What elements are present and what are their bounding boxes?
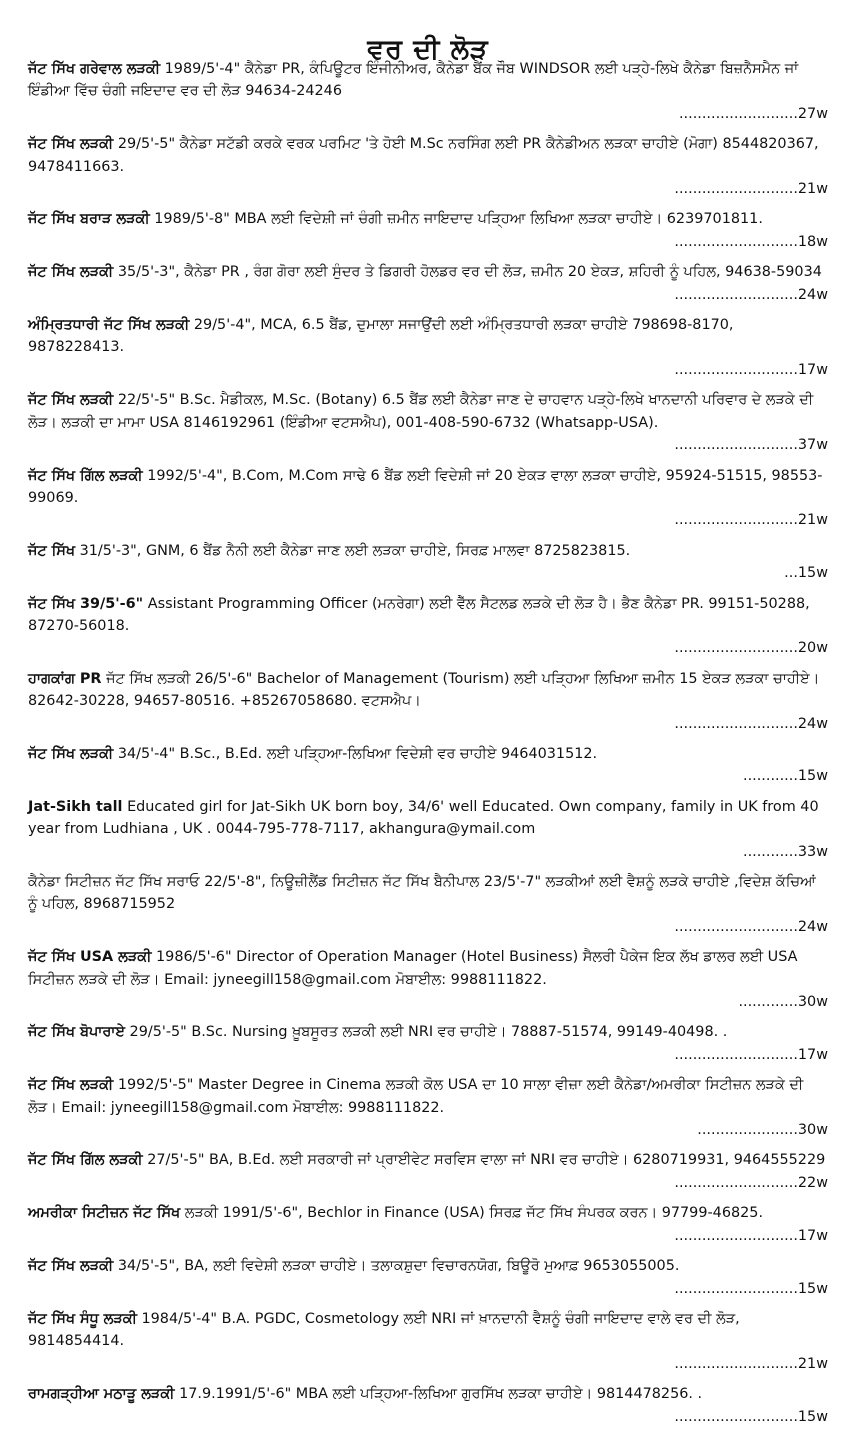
matrimonial-ad <box>28 1308 828 1375</box>
ad-leader-dots: ........................... <box>674 640 798 657</box>
ad-lead-text: ਹਾਗਕਾਂਗ PR <box>28 670 102 687</box>
ad-body-text: ਲੜਕੀ 1991/5'-6", Bechlor in Finance (USA) ਸਿਰਫ਼ ਜੱਟ ਸਿੱਖ ਸੰਪਰਕ ਕਰਨ। 97799-46825. <box>184 1205 764 1222</box>
ad-footer <box>28 509 828 531</box>
ad-body-text: 1986/5'-6" Director of Operation Manager (Hotel Business) ਸੈਲਰੀ ਪੈਕੇਜ ਇਕ ਲੱਖ ਡਾਲਰ ਲਈ USA ਸਿਟੀਜ਼ਨ ਲੜਕੇ ਦੀ ਲੋੜ। Email: jyneegill158@gmail.com ਮੋਬਾਈਲ: 9988111822. <box>28 949 798 988</box>
ad-lead-text: ਜੱਟ ਸਿੱਖ ਲੜਕੀ <box>28 1258 114 1275</box>
ad-footer <box>28 916 828 938</box>
ad-leader-dots: ........................... <box>674 715 798 732</box>
ad-leader-dots: .......................... <box>678 105 798 122</box>
ad-body-text: 22/5'-5" B.Sc. ਮੈਡੀਕਲ, M.Sc. (Botany) 6.5 ਬੈਂਡ ਲਈ ਕੈਨੇਡਾ ਜਾਣ ਦੇ ਚਾਹਵਾਨ ਪੜ੍ਹੇ-ਲਿਖੇ ਖਾਨਦਾਨੀ ਪਰਿਵਾਰ ਦੇ ਲੜਕੇ ਦੀ ਲੋੜ। ਲੜਕੀ ਦਾ ਮਾਮਾ USA 8146192961 (ਇੰਡੀਆ ਵਟਸਐਪ), 001-408-590-6732 (Whatsapp-USA). <box>28 392 814 431</box>
ad-footer <box>28 1278 828 1300</box>
ad-word-count: 37w <box>797 437 828 454</box>
ad-lead-text: ਜੱਟ ਸਿੱਖ ਗਿੱਲ ਲੜਕੀ <box>28 1152 143 1169</box>
ad-body-text: 29/5'-5" ਕੈਨੇਡਾ ਸਟੱਡੀ ਕਰਕੇ ਵਰਕ ਪਰਮਿਟ 'ਤੇ ਹੋਈ M.Sc ਨਰਸਿੰਗ ਲਈ PR ਕੈਨੇਡੀਅਨ ਲੜਕਾ ਚਾਹੀਏ (ਮੋਗਾ) 8544820367, 9478411663. <box>28 136 819 175</box>
ad-word-count: 15w <box>797 1408 828 1425</box>
ad-footer <box>28 1406 828 1428</box>
ad-body-text: 1992/5'-4", B.Com, M.Com ਸਾਢੇ 6 ਬੈਂਡ ਲਈ ਵਿਦੇਸ਼ੀ ਜਾਂ 20 ਏਕੜ ਵਾਲਾ ਲੜਕਾ ਚਾਹੀਏ, 95924-51515, 98553-99069. <box>28 467 823 506</box>
ad-footer <box>28 1225 828 1247</box>
ad-footer <box>28 1353 828 1375</box>
ad-word-count: 15w <box>797 768 828 785</box>
ad-leader-dots: ........................... <box>674 1227 798 1244</box>
ad-body-text: 35/5'-3", ਕੈਨੇਡਾ PR , ਰੰਗ ਗੋਰਾ ਲਈ ਸੁੰਦਰ ਤੇ ਡਿਗਰੀ ਹੋਲਡਰ ਵਰ ਦੀ ਲੋੜ, ਜ਼ਮੀਨ 20 ਏਕੜ, ਸ਼ਹਿਰੀ ਨੂੰ ਪਹਿਲ, 94638-59034 <box>117 264 822 281</box>
ad-lead-text: ਜੱਟ ਸਿੱਖ ਬਰਾੜ ਲੜਕੀ <box>28 211 150 228</box>
matrimonial-ad <box>28 1202 828 1247</box>
ad-word-count: 24w <box>797 286 828 303</box>
ad-footer <box>28 284 828 306</box>
ad-word-count: 21w <box>797 1355 828 1372</box>
ad-word-count: 15w <box>797 1280 828 1297</box>
ad-leader-dots: ............ <box>743 768 798 785</box>
ad-footer <box>28 178 828 200</box>
ads-list <box>28 58 828 1428</box>
ad-lead-text: ਅੰਮ੍ਰਿਤਧਾਰੀ ਜੱਟ ਸਿੱਖ ਲੜਕੀ <box>28 317 190 334</box>
ad-word-count: 20w <box>797 640 828 657</box>
ad-word-count: 30w <box>797 994 828 1011</box>
ad-word-count: 27w <box>797 105 828 122</box>
ad-body-text: 27/5'-5" BA, B.Ed. ਲਈ ਸਰਕਾਰੀ ਜਾਂ ਪ੍ਰਾਈਵੇਟ ਸਰਵਿਸ ਵਾਲਾ ਜਾਂ NRI ਵਰ ਚਾਹੀਏ। 6280719931, 9464555229 <box>147 1152 826 1169</box>
ad-leader-dots: ........................... <box>674 361 798 378</box>
ad-footer <box>28 1119 828 1141</box>
ad-body-text: 34/5'-5", BA, ਲਈ ਵਿਦੇਸ਼ੀ ਲੜਕਾ ਚਾਹੀਏ। ਤਲਾਕਸ਼ੁਦਾ ਵਿਚਾਰਨਯੋਗ, ਬਿਊਰੋ ਮੁਆਫ਼ 9653055005. <box>117 1258 680 1275</box>
ad-word-count: 30w <box>797 1122 828 1139</box>
ad-leader-dots: ........................... <box>674 1355 798 1372</box>
ad-footer <box>28 713 828 735</box>
matrimonial-ad <box>28 261 828 306</box>
ad-body-text: ਜੱਟ ਸਿੱਖ ਲੜਕੀ 26/5'-6" Bachelor of Management (Tourism) ਲਈ ਪੜ੍ਹਿਆ ਲਿਖਿਆ ਜ਼ਮੀਨ 15 ਏਕੜ ਲੜਕਾ ਚਾਹੀਏ। 82642-30228, 94657-80516. +85267058680. ਵਟਸਐਪ। <box>28 670 820 710</box>
ad-footer <box>28 231 828 253</box>
matrimonial-ad <box>28 133 828 200</box>
page-title: ਵਰ ਦੀ ਲੋੜ <box>367 34 489 65</box>
ad-leader-dots: ........................... <box>674 918 798 935</box>
ad-word-count: 21w <box>797 512 828 529</box>
ad-word-count: 21w <box>797 181 828 198</box>
matrimonial-ad <box>28 540 828 585</box>
ad-body-text: 1989/5'-8" MBA ਲਈ ਵਿਦੇਸ਼ੀ ਜਾਂ ਚੰਗੀ ਜ਼ਮੀਨ ਜਾਇਦਾਦ ਪੜ੍ਹਿਆ ਲਿਖਿਆ ਲੜਕਾ ਚਾਹੀਏ। 6239701811. <box>154 211 763 228</box>
ad-leader-dots: ........................... <box>674 286 798 303</box>
ad-lead-text: ਜੱਟ ਸਿੱਖ ਗਿੱਲ ਲੜਕੀ <box>28 467 143 484</box>
matrimonial-ad <box>28 1383 828 1428</box>
matrimonial-ad <box>28 314 828 381</box>
matrimonial-ad <box>28 796 828 863</box>
matrimonial-ad <box>28 946 828 1013</box>
ad-lead-text: ਜੱਟ ਸਿੱਖ ਗਰੇਵਾਲ ਲੜਕੀ <box>28 61 161 77</box>
ad-leader-dots: ........................... <box>674 1174 798 1191</box>
ad-footer <box>28 103 828 125</box>
ad-lead-text: ਜੱਟ ਸਿੱਖ ਲੜਕੀ <box>28 136 114 153</box>
ad-footer <box>28 991 828 1013</box>
matrimonial-ad <box>28 208 828 253</box>
ad-leader-dots: ............. <box>738 994 798 1011</box>
ad-body-text: Assistant Programming Officer (ਮਨਰੇਗਾ) ਲਈ ਵੈੱਲ ਸੈਟਲਡ ਲੜਕੇ ਦੀ ਲੋੜ ਹੈ। ਭੈਣ ਕੈਨੇਡਾ PR. 99151-50288, 87270-56018. <box>28 595 810 634</box>
ad-lead-text: ਜੱਟ ਸਿੱਖ USA ਲੜਕੀ <box>28 949 152 966</box>
matrimonial-ad <box>28 465 828 532</box>
ad-footer <box>28 1172 828 1194</box>
ad-footer <box>28 765 828 787</box>
ad-body-text: 1992/5'-5" Master Degree in Cinema ਲੜਕੀ ਕੋਲ USA ਦਾ 10 ਸਾਲਾ ਵੀਜ਼ਾ ਲਈ ਕੈਨੇਡਾ/ਅਮਰੀਕਾ ਸਿਟੀਜ਼ਨ ਲੜਕੇ ਦੀ ਲੋੜ। Email: jyneegill158@gmail.com ਮੋਬਾਈਲ: 9988111822. <box>28 1077 804 1116</box>
ad-word-count: 24w <box>797 715 828 732</box>
ad-leader-dots: ........................... <box>674 233 798 250</box>
ad-lead-text: ਜੱਟ ਸਿੱਖ ਲੜਕੀ <box>28 1077 114 1094</box>
ad-word-count: 17w <box>797 1046 828 1063</box>
ad-lead-text: ਜੱਟ ਸਿੱਖ ਬੋਪਾਰਾਏ <box>28 1024 125 1041</box>
ad-body-text: ਕੈਨੇਡਾ ਸਿਟੀਜ਼ਨ ਜੱਟ ਸਿੱਖ ਸਰਾਓ 22/5'-8", ਨਿਊਜ਼ੀਲੈਂਡ ਸਿਟੀਜ਼ਨ ਜੱਟ ਸਿੱਖ ਬੈਨੀਪਾਲ 23/5'-7" ਲੜਕੀਆਂ ਲਈ ਵੈਸ਼ਨੂੰ ਲੜਕੇ ਚਾਹੀਏ ,ਵਿਦੇਸ਼ ਕੱਚਿਆਂ ਨੂੰ ਪਹਿਲ, 8968715952 <box>28 874 816 913</box>
ad-word-count: 22w <box>797 1174 828 1191</box>
ad-leader-dots: ........................... <box>674 1046 798 1063</box>
ad-leader-dots: ........................... <box>674 512 798 529</box>
matrimonial-ad <box>28 871 828 938</box>
ad-body-text: 1989/5'-4" ਕੈਨੇਡਾ PR, ਕੰਪਿਊਟਰ ਇੰਜੀਨੀਅਰ, ਕੈਨੇਡਾ ਬੈਂਕ ਜੌਬ WINDSOR ਲਈ ਪੜ੍ਹੇ-ਲਿਖੇ ਕੈਨੇਡਾ ਬਿਜ਼ਨੈਸਮੈਨ ਜਾਂ ਇੰਡੀਆ ਵਿੱਚ ਚੰਗੀ ਜਇਦਾਦ ਵਰ ਦੀ ਲੋੜ 94634-24246 <box>28 61 799 100</box>
ad-body-text: 34/5'-4" B.Sc., B.Ed. ਲਈ ਪੜ੍ਹਿਆ-ਲਿਖਿਆ ਵਿਦੇਸ਼ੀ ਵਰ ਚਾਹੀਏ 9464031512. <box>117 745 598 762</box>
ad-leader-dots: ........................... <box>674 181 798 198</box>
ad-lead-text: Jat-Sikh tall <box>28 798 123 815</box>
ad-body-text: 31/5'-3", GNM, 6 ਬੈਂਡ ਨੈਨੀ ਲਈ ਕੈਨੇਡਾ ਜਾਣ ਲਈ ਲੜਕਾ ਚਾਹੀਏ, ਸਿਰਫ਼ ਮਾਲਵਾ 8725823815. <box>79 542 631 559</box>
ad-lead-text: ਅਮਰੀਕਾ ਸਿਟੀਜ਼ਨ ਜੱਟ ਸਿੱਖ <box>28 1205 181 1222</box>
ad-leader-dots: ...................... <box>697 1122 798 1139</box>
ad-body-text: Educated girl for Jat-Sikh UK born boy, 34/6' well Educated. Own company, family in UK from 40 year from Ludhiana , UK . 0044-795-778-7117, akhangura@ymail.com <box>28 798 819 838</box>
matrimonial-ad <box>28 668 828 735</box>
ad-word-count: 17w <box>797 1227 828 1244</box>
matrimonial-ad <box>28 1021 828 1066</box>
ad-leader-dots: ........................... <box>674 1408 798 1425</box>
ad-lead-text: ਜੱਟ ਸਿੱਖ ਲੜਕੀ <box>28 745 114 762</box>
ad-lead-text: ਜੱਟ ਸਿੱਖ ਲੜਕੀ <box>28 392 114 409</box>
ad-body-text: 29/5'-4", MCA, 6.5 ਬੈਂਡ, ਦੁਮਾਲਾ ਸਜਾਉਂਦੀ ਲਈ ਅੰਮ੍ਰਿਤਧਾਰੀ ਲੜਕਾ ਚਾਹੀਏ 798698-8170, 9878228413. <box>28 317 734 356</box>
matrimonial-ad <box>28 389 828 456</box>
ad-body-text: 29/5'-5" B.Sc. Nursing ਖ਼ੂਬਸੂਰਤ ਲੜਕੀ ਲਈ NRI ਵਰ ਚਾਹੀਏ। 78887-51574, 99149-40498. . <box>129 1024 728 1041</box>
ad-footer <box>28 359 828 381</box>
ad-lead-text: ਜੱਟ ਸਿੱਖ <box>28 542 75 559</box>
ad-word-count: 33w <box>797 843 828 860</box>
ad-body-text: 1984/5'-4" B.A. PGDC, Cosmetology ਲਈ NRI ਜਾਂ ਖ਼ਾਨਦਾਨੀ ਵੈਸ਼ਨੂੰ ਚੰਗੀ ਜਾਇਦਾਦ ਵਾਲੇ ਵਰ ਦੀ ਲੋੜ, 9814854414. <box>28 1310 740 1350</box>
matrimonial-ad <box>28 1255 828 1300</box>
ad-lead-text: ਰਾਮਗੜ੍ਹੀਆ ਮਠਾੜੂ ਲੜਕੀ <box>28 1386 175 1403</box>
ad-body-text: 17.9.1991/5'-6" MBA ਲਈ ਪੜ੍ਹਿਆ-ਲਿਖਿਆ ਗੁਰਸਿੱਖ ਲੜਕਾ ਚਾਹੀਏ। 9814478256. . <box>179 1386 703 1403</box>
ad-word-count: 15w <box>797 565 828 582</box>
ad-footer <box>28 841 828 863</box>
matrimonial-ad <box>28 743 828 788</box>
ad-leader-dots: ............ <box>743 843 798 860</box>
ad-lead-text: ਜੱਟ ਸਿੱਖ 39/5'-6" <box>28 595 144 612</box>
ad-footer <box>28 637 828 659</box>
ad-lead-text: ਜੱਟ ਸਿੱਖ ਲੜਕੀ <box>28 264 114 281</box>
ad-leader-dots: ........................... <box>674 1280 798 1297</box>
ad-footer <box>28 1044 828 1066</box>
matrimonial-ad <box>28 58 828 125</box>
ad-footer <box>28 562 828 584</box>
ad-leader-dots: ........................... <box>674 437 798 454</box>
matrimonial-ad <box>28 1074 828 1141</box>
ad-word-count: 24w <box>797 918 828 935</box>
matrimonial-ad <box>28 593 828 660</box>
ad-word-count: 17w <box>797 361 828 378</box>
ad-lead-text: ਜੱਟ ਸਿੱਖ ਸੰਧੂ ਲੜਕੀ <box>28 1310 137 1327</box>
ad-word-count: 18w <box>797 233 828 250</box>
matrimonial-ad <box>28 1149 828 1194</box>
ad-footer <box>28 434 828 456</box>
ad-leader-dots: ... <box>784 565 798 582</box>
